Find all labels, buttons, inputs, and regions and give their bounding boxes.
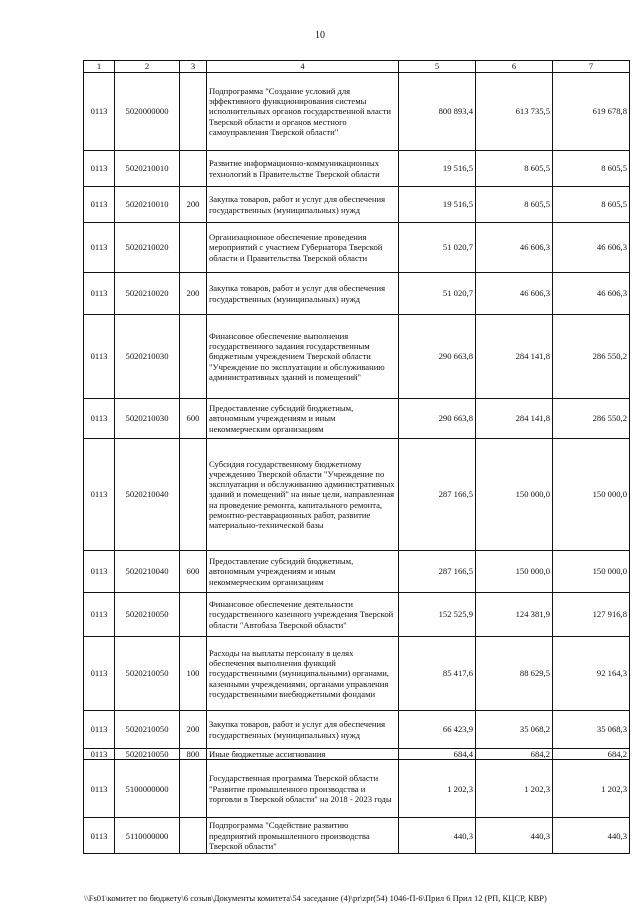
- page-number: 10: [315, 30, 325, 41]
- section-code-cell: 0113: [84, 593, 115, 637]
- amount-col-7-cell: 1 202,3: [553, 760, 630, 818]
- item-name-cell: Финансовое обеспечение деятельности государственного казенного учреждения Тверской области "Автобаза Тверской области": [207, 593, 399, 637]
- section-code-cell: 0113: [84, 551, 115, 593]
- expense-type-cell: 600: [180, 399, 207, 439]
- amount-col-6-cell: 8 605,5: [476, 187, 553, 223]
- expense-type-cell: [180, 439, 207, 551]
- amount-col-7-cell: 8 605,5: [553, 151, 630, 187]
- expense-type-cell: [180, 315, 207, 399]
- table-row: [84, 187, 630, 223]
- item-name-cell: Расходы на выплаты персоналу в целях обеспечения выполнения функций государственными (муниципальными) органами, казенными учреждениями, органами управления государственными внебюджетными фондами: [207, 637, 399, 711]
- amount-col-7-cell: 127 916,8: [553, 593, 630, 637]
- target-item-code-cell: 5020210020: [115, 223, 180, 273]
- amount-col-5-cell: 684,4: [399, 749, 476, 760]
- target-item-code-cell: 5020210050: [115, 637, 180, 711]
- section-code-cell: 0113: [84, 223, 115, 273]
- target-item-code-cell: 5020210010: [115, 187, 180, 223]
- target-item-code-cell: 5020210050: [115, 711, 180, 749]
- item-name-cell: Субсидия государственному бюджетному учреждению Тверской области "Учреждение по эксплуатации и обслуживанию административных зданий и помещений" на иные цели, направленная на проведение ремонта, капитального ремонта, ремонтно-реставрационных работ, развитие материально-технической базы: [207, 439, 399, 551]
- amount-col-6-cell: 46 606,3: [476, 273, 553, 315]
- table-body: [84, 73, 630, 854]
- item-name-cell: Предоставление субсидий бюджетным, автономным учреждениям и иным некоммерческим организациям: [207, 399, 399, 439]
- section-code-cell: 0113: [84, 73, 115, 151]
- amount-col-5-cell: 19 516,5: [399, 187, 476, 223]
- target-item-code-cell: 5100000000: [115, 760, 180, 818]
- expense-type-cell: [180, 593, 207, 637]
- section-code-cell: 0113: [84, 749, 115, 760]
- amount-col-6-cell: 613 735,5: [476, 73, 553, 151]
- table-header-row: [84, 61, 630, 73]
- table-row: [84, 818, 630, 854]
- target-item-code-cell: 5020210040: [115, 551, 180, 593]
- section-code-cell: 0113: [84, 315, 115, 399]
- table-row: [84, 637, 630, 711]
- amount-col-5-cell: 152 525,9: [399, 593, 476, 637]
- target-item-code-cell: 5020000000: [115, 73, 180, 151]
- expense-type-cell: [180, 73, 207, 151]
- expense-type-cell: [180, 223, 207, 273]
- amount-col-6-cell: 684,2: [476, 749, 553, 760]
- amount-col-7-cell: 92 164,3: [553, 637, 630, 711]
- amount-col-6-cell: 88 629,5: [476, 637, 553, 711]
- table-row: [84, 73, 630, 151]
- amount-col-7-cell: 8 605,5: [553, 187, 630, 223]
- section-code-cell: 0113: [84, 439, 115, 551]
- section-code-cell: 0113: [84, 151, 115, 187]
- amount-col-7-cell: 46 606,3: [553, 273, 630, 315]
- footer-file-path: \\Fs01\комитет по бюджету\6 созыв\Документы комитета\54 заседание (4)\pr\zpr(54) 1046-П-6\Прил 6 Прил 12 (РП, КЦСР, КВР): [84, 893, 547, 903]
- table-row: [84, 439, 630, 551]
- amount-col-6-cell: 150 000,0: [476, 439, 553, 551]
- table-row: [84, 315, 630, 399]
- item-name-cell: Закупка товаров, работ и услуг для обеспечения государственных (муниципальных) нужд: [207, 187, 399, 223]
- item-name-cell: Развитие информационно-коммуникационных технологий в Правительстве Тверской области: [207, 151, 399, 187]
- amount-col-5-cell: 800 893,4: [399, 73, 476, 151]
- item-name-cell: Подпрограмма "Создание условий для эффективного функционирования системы исполнительных органов государственной власти Тверской области и органов местного самоуправления Тверской области": [207, 73, 399, 151]
- section-code-cell: 0113: [84, 818, 115, 854]
- amount-col-6-cell: 8 605,5: [476, 151, 553, 187]
- amount-col-5-cell: 1 202,3: [399, 760, 476, 818]
- section-code-cell: 0113: [84, 637, 115, 711]
- amount-col-6-cell: 46 606,3: [476, 223, 553, 273]
- header-col-4: 4: [207, 61, 399, 73]
- amount-col-6-cell: 440,3: [476, 818, 553, 854]
- expense-type-cell: [180, 151, 207, 187]
- table-row: [84, 711, 630, 749]
- item-name-cell: Подпрограмма "Содействие развитию предприятий промышленного производства Тверской области": [207, 818, 399, 854]
- amount-col-5-cell: 290 663,8: [399, 399, 476, 439]
- target-item-code-cell: 5110000000: [115, 818, 180, 854]
- table-row: [84, 151, 630, 187]
- amount-col-5-cell: 287 166,5: [399, 439, 476, 551]
- header-col-6: 6: [476, 61, 553, 73]
- section-code-cell: 0113: [84, 711, 115, 749]
- table-row: [84, 760, 630, 818]
- item-name-cell: Предоставление субсидий бюджетным, автономным учреждениям и иным некоммерческим организациям: [207, 551, 399, 593]
- amount-col-5-cell: 85 417,6: [399, 637, 476, 711]
- expense-type-cell: [180, 818, 207, 854]
- amount-col-6-cell: 284 141,8: [476, 399, 553, 439]
- table-row: [84, 749, 630, 760]
- header-col-2: 2: [115, 61, 180, 73]
- expense-type-cell: [180, 760, 207, 818]
- amount-col-7-cell: 440,3: [553, 818, 630, 854]
- amount-col-5-cell: 440,3: [399, 818, 476, 854]
- amount-col-5-cell: 66 423,9: [399, 711, 476, 749]
- item-name-cell: Закупка товаров, работ и услуг для обеспечения государственных (муниципальных) нужд: [207, 273, 399, 315]
- amount-col-6-cell: 1 202,3: [476, 760, 553, 818]
- amount-col-5-cell: 19 516,5: [399, 151, 476, 187]
- table-row: [84, 399, 630, 439]
- table-row: [84, 223, 630, 273]
- target-item-code-cell: 5020210030: [115, 399, 180, 439]
- table-row: [84, 273, 630, 315]
- amount-col-7-cell: 150 000,0: [553, 439, 630, 551]
- amount-col-7-cell: 286 550,2: [553, 315, 630, 399]
- target-item-code-cell: 5020210030: [115, 315, 180, 399]
- amount-col-7-cell: 684,2: [553, 749, 630, 760]
- target-item-code-cell: 5020210020: [115, 273, 180, 315]
- amount-col-5-cell: 51 020,7: [399, 223, 476, 273]
- expense-type-cell: 800: [180, 749, 207, 760]
- amount-col-7-cell: 150 000,0: [553, 551, 630, 593]
- amount-col-6-cell: 124 381,9: [476, 593, 553, 637]
- section-code-cell: 0113: [84, 399, 115, 439]
- amount-col-6-cell: 35 068,2: [476, 711, 553, 749]
- expense-type-cell: 100: [180, 637, 207, 711]
- expense-type-cell: 200: [180, 711, 207, 749]
- target-item-code-cell: 5020210050: [115, 749, 180, 760]
- amount-col-7-cell: 286 550,2: [553, 399, 630, 439]
- target-item-code-cell: 5020210050: [115, 593, 180, 637]
- budget-table: [83, 60, 630, 854]
- item-name-cell: Государственная программа Тверской области "Развитие промышленного производства и торговли в Тверской области" на 2018 - 2023 годы: [207, 760, 399, 818]
- item-name-cell: Финансовое обеспечение выполнения государственного задания государственным бюджетным учреждением Тверской области "Учреждение по эксплуатации и обслуживанию административных зданий и помещений": [207, 315, 399, 399]
- header-col-7: 7: [553, 61, 630, 73]
- amount-col-5-cell: 287 166,5: [399, 551, 476, 593]
- section-code-cell: 0113: [84, 273, 115, 315]
- item-name-cell: Организационное обеспечение проведения мероприятий с участием Губернатора Тверской области и Правительства Тверской области: [207, 223, 399, 273]
- header-col-3: 3: [180, 61, 207, 73]
- table-row: [84, 551, 630, 593]
- expense-type-cell: 200: [180, 273, 207, 315]
- header-col-1: 1: [84, 61, 115, 73]
- amount-col-7-cell: 619 678,8: [553, 73, 630, 151]
- target-item-code-cell: 5020210040: [115, 439, 180, 551]
- target-item-code-cell: 5020210010: [115, 151, 180, 187]
- expense-type-cell: 600: [180, 551, 207, 593]
- table-row: [84, 593, 630, 637]
- expense-type-cell: 200: [180, 187, 207, 223]
- header-col-5: 5: [399, 61, 476, 73]
- amount-col-6-cell: 284 141,8: [476, 315, 553, 399]
- amount-col-6-cell: 150 000,0: [476, 551, 553, 593]
- amount-col-7-cell: 35 068,3: [553, 711, 630, 749]
- item-name-cell: Закупка товаров, работ и услуг для обеспечения государственных (муниципальных) нужд: [207, 711, 399, 749]
- amount-col-7-cell: 46 606,3: [553, 223, 630, 273]
- section-code-cell: 0113: [84, 760, 115, 818]
- amount-col-5-cell: 290 663,8: [399, 315, 476, 399]
- section-code-cell: 0113: [84, 187, 115, 223]
- item-name-cell: Иные бюджетные ассигнования: [207, 749, 399, 760]
- amount-col-5-cell: 51 020,7: [399, 273, 476, 315]
